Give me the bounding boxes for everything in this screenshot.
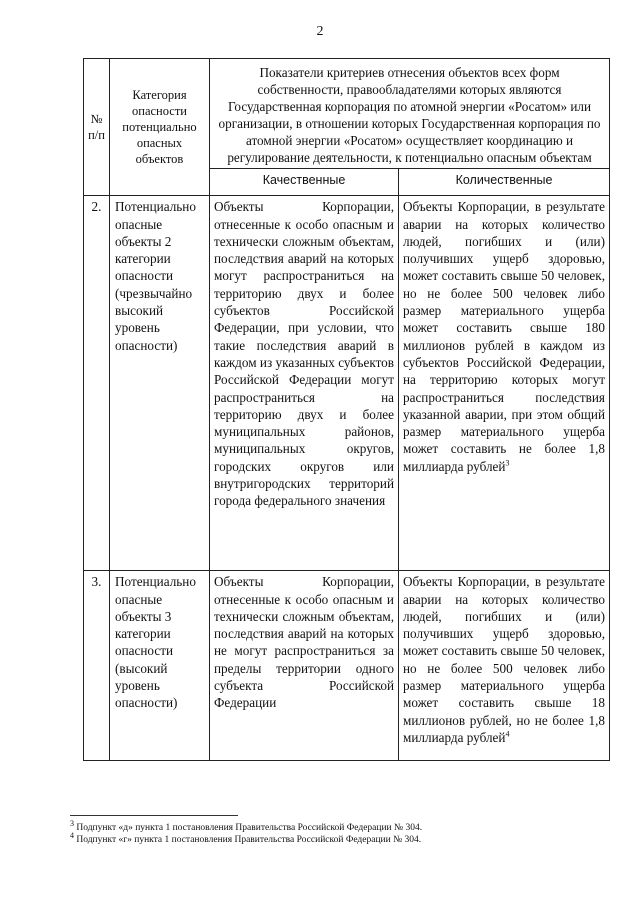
criteria-table bbox=[83, 58, 610, 761]
table-row bbox=[84, 196, 610, 571]
footnote-ref: 4 bbox=[505, 729, 510, 739]
footnotes bbox=[70, 818, 610, 846]
row-qualitative: Объекты Корпорации, отнесенные к особо опасным и технически сложным объектам, последствия аварий на которых не могут распространиться за пределы территории одного субъекта Российской Федерации bbox=[210, 571, 399, 761]
row-qualitative: Объекты Корпорации, отнесенные к особо опасным и технически сложным объектам, последствия аварий на которых могут распространиться на территорию двух и более субъектов Российской Федерации, при условии, что такие последствия аварий в каждом из указанных субъектов Российской Федерации могут распространиться на территорию двух и более муниципальных районов, муниципальных округов, городских округов или внутригородских территорий города федерального значения bbox=[210, 196, 399, 571]
row-quantitative-text: Объекты Корпорации, в результате аварии на которых количество людей, погибших и (или) получивших ущерб здоровью, может составить свыше 50 человек, но не более 500 человек либо размер материального ущерба может составить свыше 18 миллионов рублей, но не более 1,8 миллиарда рублей bbox=[403, 574, 605, 745]
footnote bbox=[70, 830, 610, 846]
header-qualitative: Качественные bbox=[210, 169, 399, 196]
row-number: 2. bbox=[84, 196, 110, 571]
header-indicators: Показатели критериев отнесения объектов всех форм собственности, правообладателями которых являются Государственная корпорация по атомной энергии «Росатом» или организации, в отношении которых Государственная корпорация по атомной энергии «Росатом» осуществляет координацию и регулирование деятельности, к потенциально опасным объектам bbox=[210, 59, 610, 169]
header-category: Категория опасности потенциально опасных объектов bbox=[110, 59, 210, 196]
footnote-text: Подпункт «д» пункта 1 постановления Правительства Российской Федерации № 304. bbox=[76, 823, 423, 833]
table-row bbox=[84, 571, 610, 761]
footnote-number: 4 bbox=[70, 830, 74, 840]
table-header-row bbox=[84, 59, 610, 169]
header-number: № п/п bbox=[84, 59, 110, 196]
footnote-number: 3 bbox=[70, 818, 74, 828]
row-quantitative bbox=[399, 196, 610, 571]
footnote-ref: 3 bbox=[505, 458, 510, 468]
row-category: Потенциально опасные объекты 2 категории опасности (чрезвычайно высокий уровень опасности) bbox=[110, 196, 210, 571]
row-quantitative bbox=[399, 571, 610, 761]
header-quantitative: Количественные bbox=[399, 169, 610, 196]
row-quantitative-text: Объекты Корпорации, в результате аварии на которых количество людей, погибших и (или) получивших ущерб здоровью, может составить свыше 50 человек, но не более 500 человек либо размер материального ущерба может составить свыше 180 миллионов рублей в каждом из субъектов Российской Федерации, на территорию которых могут распространиться последствия указанной аварии, при этом общий размер материального ущерба может составить не более 1,8 миллиарда рублей bbox=[403, 199, 605, 474]
row-category: Потенциально опасные объекты 3 категории опасности (высокий уровень опасности) bbox=[110, 571, 210, 761]
page-number: 2 bbox=[316, 24, 324, 39]
row-number: 3. bbox=[84, 571, 110, 761]
footnote-text: Подпункт «г» пункта 1 постановления Правительства Российской Федерации № 304. bbox=[76, 835, 422, 845]
footnote bbox=[70, 818, 610, 834]
footnote-divider bbox=[70, 815, 238, 816]
